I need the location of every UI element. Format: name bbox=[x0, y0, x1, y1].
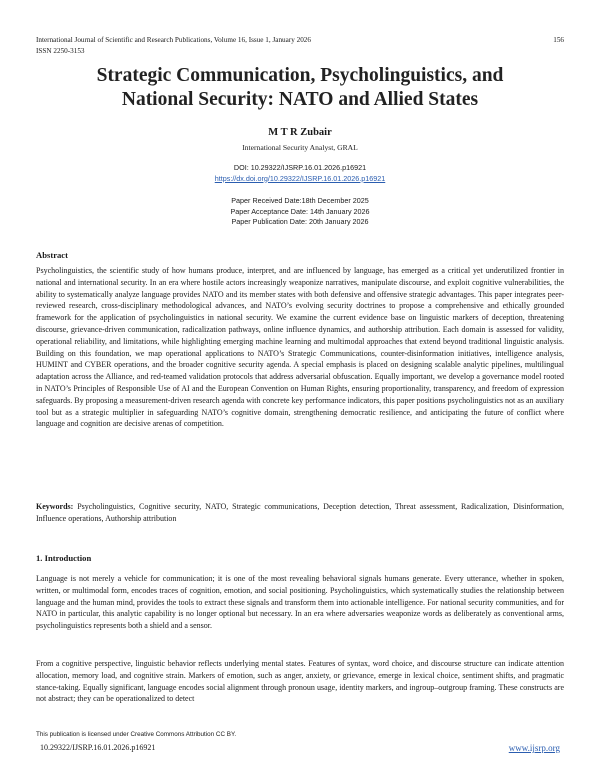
publication-date: Paper Publication Date: 20th January 2026 bbox=[231, 217, 369, 226]
journal-citation: International Journal of Scientific and Research Publications, Volume 16, Issue 1, January 2026 bbox=[36, 36, 311, 44]
page-footer bbox=[36, 731, 564, 753]
journal-website-link[interactable]: www.ijsrp.org bbox=[508, 743, 560, 753]
acceptance-date: Paper Acceptance Date: 14th January 2026 bbox=[230, 206, 370, 216]
received-date: Paper Received Date:18th December 2025 bbox=[231, 196, 369, 205]
doi-link[interactable]: https://dx.doi.org/10.29322/IJSRP.16.01.2026.p16921 bbox=[214, 173, 386, 183]
introduction-heading: 1. Introduction bbox=[36, 553, 92, 563]
author-affiliation: International Security Analyst, GRAL bbox=[242, 143, 358, 152]
license-note: This publication is licensed under Creative Commons Attribution CC BY. bbox=[36, 731, 237, 738]
doi-block bbox=[0, 163, 600, 184]
abstract-heading: Abstract bbox=[36, 250, 68, 260]
keywords-label: Keywords: bbox=[36, 502, 74, 511]
paper-title: Strategic Communication, Psycholinguistics, and National Security: NATO and Allied States bbox=[96, 65, 504, 110]
footer-doi: 10.29322/IJSRP.16.01.2026.p16921 bbox=[40, 743, 156, 752]
doi-label: DOI: 10.29322/IJSRP.16.01.2026.p16921 bbox=[233, 163, 367, 172]
author-name: M T R Zubair bbox=[268, 127, 332, 138]
page-number: 156 bbox=[553, 36, 564, 44]
paper-dates bbox=[0, 196, 600, 228]
intro-paragraph-1: Language is not merely a vehicle for communication; it is one of the most revealing behavioral signals humans generate. Every utterance, whether in spoken, written, or multimodal form, encodes traces of cognition, emotion, and social positioning. Psycholinguistics, which systematically studies the relationship between language and the human mind, provides the tools to extract these signals and transform them into actionable intelligence. For national security communities, and for NATO in particular, this analytic capability is no longer optional but necessary. In an era where adversaries weaponize words as deliberately as conventional arms, psycholinguistics represents both a shield and a sensor. bbox=[36, 574, 564, 631]
running-header bbox=[36, 35, 564, 57]
keywords bbox=[36, 501, 564, 525]
intro-paragraph-2: From a cognitive perspective, linguistic behavior reflects underlying mental states. Features of syntax, word choice, and discourse structure can indicate attention allocation, memory load, and cognitive strain. Markers of emotion, such as anger, anxiety, or grievance, emerge in lexical choice, sentiment shifts, and pragmatic stance-taking. Equally significant, language encodes social alignment through pronoun usage, identity markers, and ingroup–outgroup framing. These constructs are not abstract; they can be operationalized to detect bbox=[36, 659, 564, 704]
issn: ISSN 2250-3153 bbox=[36, 47, 85, 55]
abstract-text: Psycholinguistics, the scientific study of how humans produce, interpret, and are influenced by language, has emerged as a critical yet underutilized frontier in national and international security. In an era where hostile actors increasingly weaponize narratives, manipulate discourse, and exploit cognitive vulnerabilities, the ability to systematically analyze language provides NATO and its member states with both defensive and offensive strategic advantages. This paper integrates peer-reviewed research, cross-disciplinary methodological advances, and NATO’s evolving security doctrines to propose a comprehensive and ethically grounded framework for the application of psycholinguistics in national security. We examine the current evidence base on linguistic markers of deception, threatening discourse, grievance-driven communication, radicalization pathways, online influence dynamics, and authorship attribution. Each domain is assessed for validity, operational reliability, and limitations, while highlighting emerging machine learning and multimodal approaches that extend beyond traditional linguistic analysis. Building on this foundation, we map operational applications to NATO’s Strategic Communications, counter-disinformation initiatives, intelligence analysis, HUMINT and CYBER operations, and the broader cognitive security agenda. A special emphasis is placed on designing scalable analytic pipelines, multilingual adaptation across the Alliance, and red-teamed validation protocols that address adversarial obfuscation. Equally important, we develop a governance model rooted in NATO’s Principles of Responsible Use of AI and the European Convention on Human Rights, ensuring proportionality, transparency, and freedom of expression safeguards. By proposing a measurement-driven research agenda with concrete key performance indicators, this paper positions psycholinguistics not as an auxiliary tool but as a strategic multiplier in safeguarding NATO’s cognitive domain, strengthening democratic resilience, and anticipating the future of conflict where language and cognition are decisive arenas of competition. bbox=[36, 266, 564, 429]
keywords-text: Psycholinguistics, Cognitive security, NATO, Strategic communications, Deception detection, Threat assessment, Radicalization, Disinformation, Influence operations, Authorship attribution bbox=[36, 502, 564, 523]
